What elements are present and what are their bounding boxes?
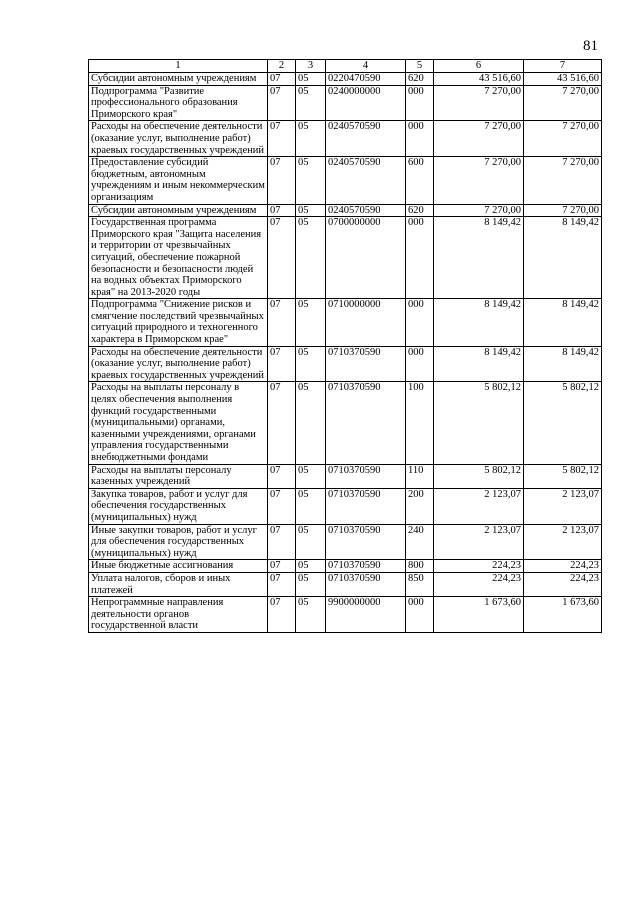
subsection-cell: 05 (296, 464, 326, 488)
amount-col6-cell: 8 149,42 (434, 217, 524, 299)
table-row (89, 85, 602, 121)
table-row (89, 597, 602, 633)
table-row (89, 464, 602, 488)
expense-type-cell: 620 (406, 73, 434, 86)
amount-col7-cell: 43 516,60 (524, 73, 602, 86)
item-name-cell: Расходы на выплаты персоналу казенных учреждений (89, 464, 268, 488)
target-article-cell: 0710000000 (326, 299, 406, 346)
table-row (89, 157, 602, 204)
expense-type-cell: 000 (406, 85, 434, 121)
amount-col7-cell: 2 123,07 (524, 524, 602, 560)
target-article-cell: 0710370590 (326, 346, 406, 382)
amount-col6-cell: 7 270,00 (434, 121, 524, 157)
section-cell: 07 (268, 346, 296, 382)
item-name-cell: Расходы на выплаты персоналу в целях обеспечения выполнения функций государственными (муниципальными) органами, казенными учреждениями, органами управления государственными внебюджетными фондами (89, 382, 268, 464)
table-row (89, 204, 602, 217)
amount-col6-cell: 224,23 (434, 572, 524, 596)
section-cell: 07 (268, 382, 296, 464)
header-cell: 7 (524, 60, 602, 73)
amount-col6-cell: 2 123,07 (434, 488, 524, 524)
section-cell: 07 (268, 121, 296, 157)
expense-type-cell: 240 (406, 524, 434, 560)
expense-type-cell: 000 (406, 121, 434, 157)
subsection-cell: 05 (296, 157, 326, 204)
amount-col7-cell: 7 270,00 (524, 204, 602, 217)
amount-col6-cell: 7 270,00 (434, 204, 524, 217)
header-cell: 6 (434, 60, 524, 73)
header-cell: 1 (89, 60, 268, 73)
table-row (89, 73, 602, 86)
amount-col7-cell: 2 123,07 (524, 488, 602, 524)
amount-col6-cell: 224,23 (434, 560, 524, 573)
section-cell: 07 (268, 488, 296, 524)
section-cell: 07 (268, 597, 296, 633)
subsection-cell: 05 (296, 204, 326, 217)
item-name-cell: Предоставление субсидий бюджетным, автономным учреждениям и иным некоммерческим организациям (89, 157, 268, 204)
target-article-cell: 0710370590 (326, 560, 406, 573)
amount-col6-cell: 8 149,42 (434, 299, 524, 346)
expense-type-cell: 800 (406, 560, 434, 573)
item-name-cell: Субсидии автономным учреждениям (89, 73, 268, 86)
table-row (89, 524, 602, 560)
header-row (89, 60, 602, 73)
item-name-cell: Подпрограмма "Снижение рисков и смягчение последствий чрезвычайных ситуаций природного и техногенного характера в Приморском крае" (89, 299, 268, 346)
subsection-cell: 05 (296, 524, 326, 560)
expense-type-cell: 110 (406, 464, 434, 488)
subsection-cell: 05 (296, 85, 326, 121)
target-article-cell: 0710370590 (326, 382, 406, 464)
item-name-cell: Расходы на обеспечение деятельности (оказание услуг, выполнение работ) краевых государственных учреждений (89, 121, 268, 157)
subsection-cell: 05 (296, 382, 326, 464)
amount-col7-cell: 5 802,12 (524, 382, 602, 464)
subsection-cell: 05 (296, 217, 326, 299)
item-name-cell: Непрограммные направления деятельности органов государственной власти (89, 597, 268, 633)
amount-col6-cell: 2 123,07 (434, 524, 524, 560)
subsection-cell: 05 (296, 121, 326, 157)
item-name-cell: Расходы на обеспечение деятельности (оказание услуг, выполнение работ) краевых государственных учреждений (89, 346, 268, 382)
target-article-cell: 0710370590 (326, 488, 406, 524)
amount-col6-cell: 7 270,00 (434, 157, 524, 204)
budget-table (88, 59, 602, 633)
target-article-cell: 0240570590 (326, 204, 406, 217)
section-cell: 07 (268, 524, 296, 560)
item-name-cell: Закупка товаров, работ и услуг для обеспечения государственных (муниципальных) нужд (89, 488, 268, 524)
target-article-cell: 0240570590 (326, 157, 406, 204)
item-name-cell: Субсидии автономным учреждениям (89, 204, 268, 217)
amount-col7-cell: 224,23 (524, 572, 602, 596)
item-name-cell: Уплата налогов, сборов и иных платежей (89, 572, 268, 596)
subsection-cell: 05 (296, 73, 326, 86)
subsection-cell: 05 (296, 346, 326, 382)
section-cell: 07 (268, 560, 296, 573)
amount-col6-cell: 5 802,12 (434, 464, 524, 488)
amount-col7-cell: 8 149,42 (524, 299, 602, 346)
header-cell: 2 (268, 60, 296, 73)
expense-type-cell: 000 (406, 217, 434, 299)
amount-col7-cell: 8 149,42 (524, 217, 602, 299)
table-row (89, 299, 602, 346)
amount-col6-cell: 5 802,12 (434, 382, 524, 464)
amount-col7-cell: 7 270,00 (524, 157, 602, 204)
section-cell: 07 (268, 464, 296, 488)
table-row (89, 382, 602, 464)
amount-col7-cell: 5 802,12 (524, 464, 602, 488)
expense-type-cell: 000 (406, 597, 434, 633)
expense-type-cell: 850 (406, 572, 434, 596)
table-row (89, 488, 602, 524)
section-cell: 07 (268, 299, 296, 346)
header-cell: 5 (406, 60, 434, 73)
section-cell: 07 (268, 572, 296, 596)
expense-type-cell: 000 (406, 346, 434, 382)
table-row (89, 560, 602, 573)
page-number: 81 (583, 38, 598, 54)
expense-type-cell: 600 (406, 157, 434, 204)
amount-col7-cell: 8 149,42 (524, 346, 602, 382)
amount-col7-cell: 7 270,00 (524, 85, 602, 121)
item-name-cell: Иные закупки товаров, работ и услуг для обеспечения государственных (муниципальных) нужд (89, 524, 268, 560)
subsection-cell: 05 (296, 488, 326, 524)
item-name-cell: Иные бюджетные ассигнования (89, 560, 268, 573)
target-article-cell: 0240000000 (326, 85, 406, 121)
table-row (89, 346, 602, 382)
amount-col6-cell: 7 270,00 (434, 85, 524, 121)
table-row (89, 121, 602, 157)
expense-type-cell: 200 (406, 488, 434, 524)
amount-col7-cell: 224,23 (524, 560, 602, 573)
section-cell: 07 (268, 73, 296, 86)
amount-col6-cell: 1 673,60 (434, 597, 524, 633)
target-article-cell: 9900000000 (326, 597, 406, 633)
expense-type-cell: 100 (406, 382, 434, 464)
amount-col6-cell: 43 516,60 (434, 73, 524, 86)
amount-col7-cell: 7 270,00 (524, 121, 602, 157)
section-cell: 07 (268, 157, 296, 204)
subsection-cell: 05 (296, 597, 326, 633)
target-article-cell: 0710370590 (326, 572, 406, 596)
table-row (89, 572, 602, 596)
header-cell: 4 (326, 60, 406, 73)
table-row (89, 217, 602, 299)
section-cell: 07 (268, 85, 296, 121)
expense-type-cell: 000 (406, 299, 434, 346)
item-name-cell: Государственная программа Приморского края "Защита населения и территории от чрезвычайных ситуаций, обеспечение пожарной безопасности и безопасности людей на водных объектах Приморского края" на 2013-2020 годы (89, 217, 268, 299)
target-article-cell: 0710370590 (326, 524, 406, 560)
target-article-cell: 0220470590 (326, 73, 406, 86)
target-article-cell: 0240570590 (326, 121, 406, 157)
amount-col7-cell: 1 673,60 (524, 597, 602, 633)
target-article-cell: 0700000000 (326, 217, 406, 299)
expense-type-cell: 620 (406, 204, 434, 217)
amount-col6-cell: 8 149,42 (434, 346, 524, 382)
section-cell: 07 (268, 204, 296, 217)
section-cell: 07 (268, 217, 296, 299)
header-cell: 3 (296, 60, 326, 73)
item-name-cell: Подпрограмма "Развитие профессионального образования Приморского края" (89, 85, 268, 121)
subsection-cell: 05 (296, 572, 326, 596)
subsection-cell: 05 (296, 299, 326, 346)
subsection-cell: 05 (296, 560, 326, 573)
target-article-cell: 0710370590 (326, 464, 406, 488)
